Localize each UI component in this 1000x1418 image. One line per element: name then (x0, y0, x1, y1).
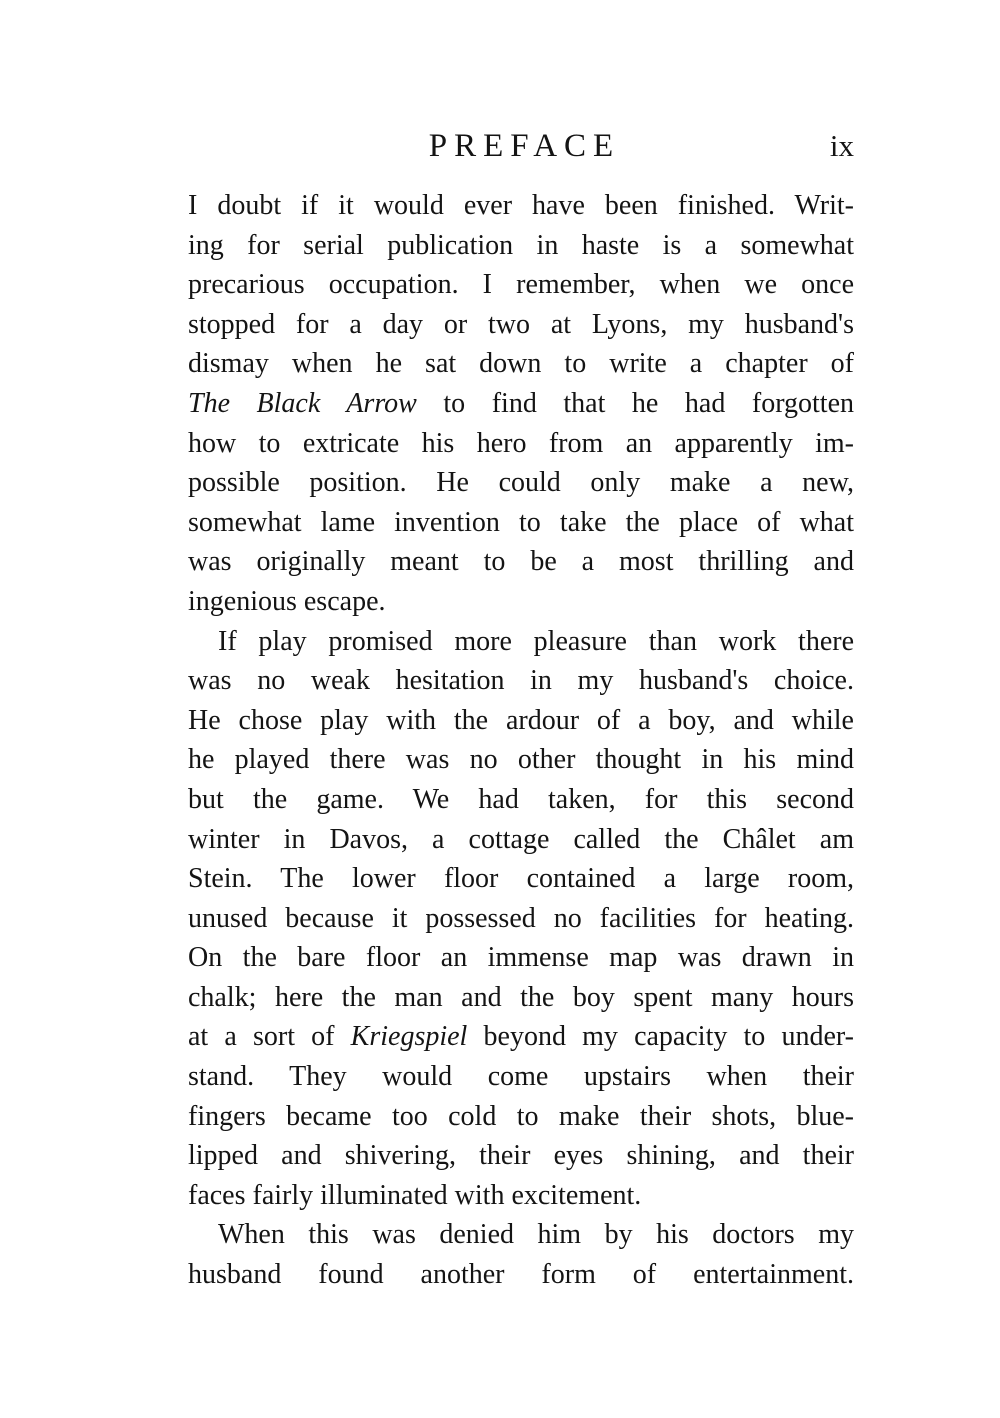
body-text (188, 186, 854, 1295)
text-line: On the bare floor an immense map was drawn in (188, 942, 854, 974)
text-run: beyond my capacity to under- (467, 1021, 854, 1053)
text-line (188, 384, 854, 424)
text-line: he played there was no other thought in his mind (188, 744, 854, 776)
text-line: When this was denied him by his doctors my (218, 1219, 854, 1251)
kriegspiel-italic: Kriegspiel (350, 1021, 468, 1053)
text-line: stand. They would come upstairs when their (188, 1061, 854, 1093)
text-line: was no weak hesitation in my husband's choice. (188, 665, 854, 697)
text-line: possible position. He could only make a new, (188, 467, 854, 499)
text-line: unused because it possessed no facilities for heating. (188, 902, 854, 934)
page-number: ix (829, 128, 854, 163)
text-line: stopped for a day or two at Lyons, my husband's (188, 308, 854, 340)
text-line: but the game. We had taken, for this second (188, 783, 854, 815)
text-line: faces fairly illuminated with excitement. (188, 1179, 642, 1211)
text-line: ingenious escape. (188, 585, 386, 617)
text-line: Stein. The lower floor contained a large room, (188, 863, 854, 895)
text-line: If play promised more pleasure than work there (218, 625, 854, 657)
text-line: husband found another form of entertainment. (188, 1259, 854, 1291)
text-line: fingers became too cold to make their shots, blue- (188, 1100, 854, 1132)
text-line: He chose play with the ardour of a boy, and while (188, 704, 854, 736)
text-line: lipped and shivering, their eyes shining, and their (188, 1140, 854, 1172)
text-run: at a sort of (188, 1021, 351, 1053)
text-line (188, 1017, 854, 1057)
running-head (188, 124, 854, 168)
running-title: PREFACE (428, 128, 621, 164)
text-line: precarious occupation. I remember, when we once (188, 269, 854, 301)
text-line: was originally meant to be a most thrilling and (188, 546, 854, 578)
book-title-italic: The Black Arrow (188, 387, 417, 419)
text-line: dismay when he sat down to write a chapter of (188, 348, 854, 380)
text-line: winter in Davos, a cottage called the Châlet am (188, 823, 854, 855)
text-line: chalk; here the man and the boy spent many hours (188, 981, 854, 1013)
text-line: ing for serial publication in haste is a somewhat (188, 229, 854, 261)
text-line: somewhat lame invention to take the place of what (188, 506, 854, 538)
text-run: to find that he had forgotten (416, 387, 854, 419)
text-line: how to extricate his hero from an apparently im- (188, 427, 854, 459)
text-line: I doubt if it would ever have been finished. Writ- (188, 190, 854, 221)
